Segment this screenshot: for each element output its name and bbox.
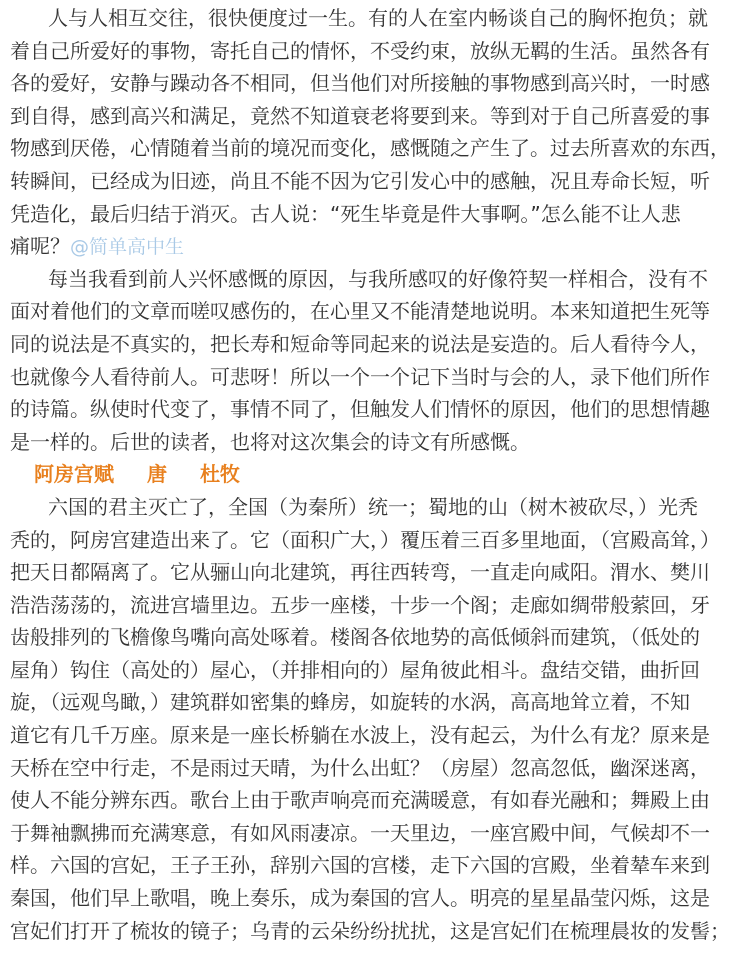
text-line: 人与人相互交往，很快便度过一生。有的人在室内畅谈自己的胸怀抱负；就 — [48, 6, 708, 30]
heading-author: 杜牧 — [199, 462, 240, 487]
text-line: 各的爱好，安静与躁动各不相同，但当他们对所接触的事物感到高兴时，一时感 — [10, 71, 710, 96]
text-line: 天桥在空中行走，不是雨过天晴，为什么出虹？（房屋）忽高忽低，幽深迷离， — [10, 755, 710, 780]
text-line: 着自己所爱好的事物，寄托自己的情怀，不受约束，放纵无羁的生活。虽然各有 — [10, 38, 710, 63]
text-line: 道它有几千万座。原来是一座长桥躺在水波上，没有起云，为什么有龙？原来是 — [10, 723, 710, 748]
text-line: 物感到厌倦，心情随着当前的境况而变化，感慨随之产生了。过去所喜欢的东西， — [10, 136, 730, 161]
text-line — [10, 230, 590, 263]
text-line: 旋，（远观鸟瞰，）建筑群如密集的蜂房，如旋转的水涡，高高地耸立着，不知 — [10, 690, 690, 715]
text-line: 把天日都隔离了。它从骊山向北建筑，再往西转弯，一直走向咸阳。渭水、樊川 — [10, 560, 710, 585]
text-line: 凭造化，最后归结于消灭。古人说：“死生毕竟是件大事啊。”怎么能不让人悲 — [10, 201, 681, 226]
paragraph-3 — [10, 491, 730, 947]
text-line: 到自得，感到高兴和满足，竟然不知道衰老将要到来。等到对于自己所喜爱的事 — [10, 103, 710, 128]
text-line: 秦国，他们早上歌唱，晚上奏乐，成为秦国的宫人。明亮的星星晶莹闪烁，这是 — [10, 886, 710, 911]
text-line: 样。六国的宫妃，王子王孙，辞别六国的宫楼，走下六国的宫殿，坐着辇车来到 — [10, 853, 710, 878]
text-line: 屋角）钩住（高处的）屋心，（并排相向的）屋角彼此相斗。盘结交错，曲折回 — [10, 657, 700, 682]
text-line: 的诗篇。纵使时代变了，事情不同了，但触发人们情怀的原因，他们的思想情趣 — [10, 397, 710, 422]
text-line: 面对着他们的文章而嗟叹感伤的，在心里又不能清楚地说明。本来知道把生死等 — [10, 299, 710, 324]
text-fragment: 痛呢？ — [10, 234, 70, 259]
text-line: 每当我看到前人兴怀感慨的原因，与我所感叹的好像符契一样相合，没有不 — [48, 266, 708, 291]
paragraph-2 — [10, 263, 710, 459]
text-line: 浩浩荡荡的，流进宫墙里边。五步一座楼，十步一个阁；走廊如绸带般萦回，牙 — [10, 592, 710, 617]
text-line: 宫妃们打开了梳妆的镜子；乌青的云朵纷纷扰扰，这是宫妃们在梳理晨妆的发髻； — [10, 918, 730, 943]
text-line: 是一样的。后世的读者，也将对这次集会的诗文有所感慨。 — [10, 429, 530, 454]
text-line: 秃的，阿房宫建造出来了。它（面积广大，）覆压着三百多里地面，（宫殿高耸，） — [10, 527, 720, 552]
text-line: 也就像今人看待前人。可悲呀！所以一个一个记下当时与会的人，录下他们所作 — [10, 364, 710, 389]
heading-title: 阿房宫赋 — [34, 462, 114, 487]
heading-dynasty: 唐 — [146, 462, 167, 487]
text-line: 六国的君主灭亡了，全国（为秦所）统一；蜀地的山（树木被砍尽，）光秃 — [48, 494, 698, 519]
paragraph-1 — [10, 2, 730, 263]
section-heading — [10, 458, 590, 491]
watermark: @简单高中生 — [70, 236, 185, 259]
text-line: 于舞袖飘拂而充满寒意，有如风雨凄凉。一天里边，一座宫殿中间，气候却不一 — [10, 820, 710, 845]
text-line: 使人不能分辨东西。歌台上由于歌声响亮而充满暖意，有如春光融和；舞殿上由 — [10, 788, 710, 813]
text-line: 转瞬间，已经成为旧迹，尚且不能不因为它引发心中的感触，况且寿命长短，听 — [10, 168, 710, 193]
text-line: 齿般排列的飞檐像鸟嘴向高处啄着。楼阁各依地势的高低倾斜而建筑，（低处的 — [10, 625, 700, 650]
text-line: 同的说法是不真实的，把长寿和短命等同起来的说法是妄造的。后人看待今人， — [10, 331, 710, 356]
